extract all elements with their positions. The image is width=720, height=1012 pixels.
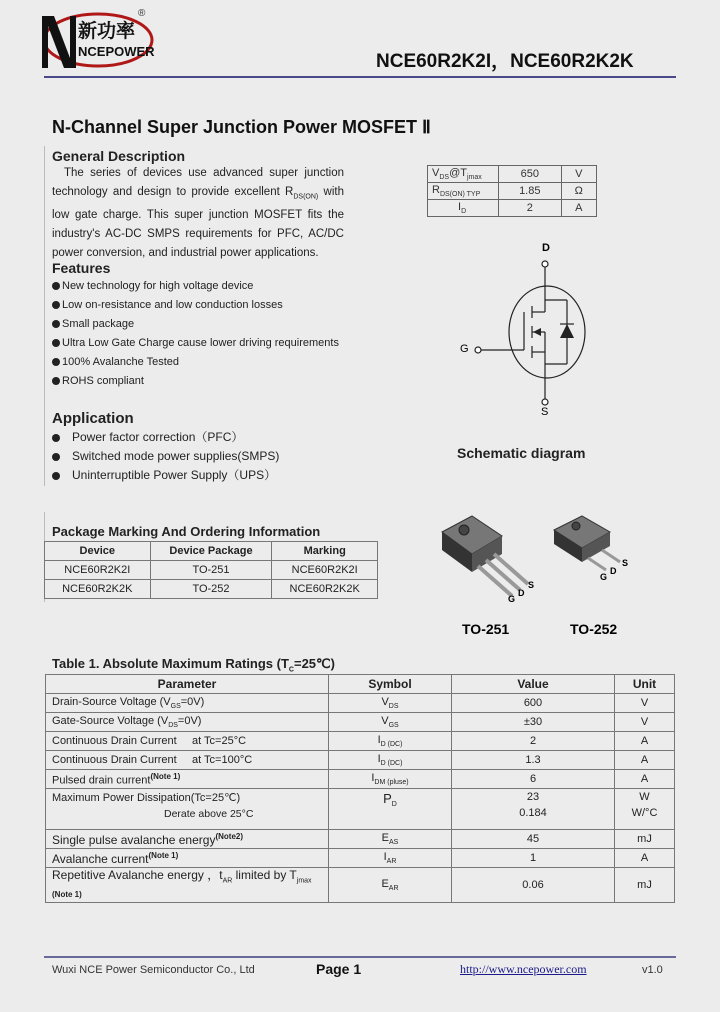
param-cell: Continuous Drain Current at Tc=25°C — [46, 732, 329, 751]
bullet-icon — [52, 282, 60, 290]
value-cell: 45 — [452, 830, 615, 849]
footer-website-link[interactable]: http://www.ncepower.com — [460, 962, 587, 976]
feature-item: ROHS compliant — [52, 372, 352, 391]
param-cell: Repetitive Avalanche energy ，$t_{AR}$ limited by $T_{jmax}$ (Note 1) — [46, 868, 329, 903]
bullet-icon — [52, 358, 60, 366]
param-cell: Maximum Power Dissipation(Tc=25℃) Derate above 25°C — [46, 789, 329, 830]
application-item: Uninterruptible Power Supply（UPS） — [52, 466, 372, 485]
value-cell: 600 — [452, 694, 615, 713]
param-cell: Gate-Source Voltage $(V_{DS}=0V)$ — [46, 713, 329, 732]
key-param-unit: A — [561, 200, 596, 217]
param-cell: Pulsed drain current$^{(Note 1)}$ — [46, 770, 329, 789]
unit-cell: A — [615, 751, 675, 770]
bullet-icon — [52, 301, 60, 309]
footer-company: Wuxi NCE Power Semiconductor Co., Ltd — [52, 964, 255, 976]
features-heading: Features — [52, 260, 111, 276]
table-row — [46, 868, 675, 903]
table-cell: NCE60R2K2K — [272, 580, 378, 599]
ordering-header-cell: Device Package — [150, 542, 272, 561]
to252-pin-d: D — [610, 566, 617, 576]
param-cell: Avalanche current$^{(Note 1)}$ — [46, 849, 329, 868]
general-description-heading: General Description — [52, 148, 186, 164]
key-param-row — [428, 166, 597, 183]
unit-cell: mJ — [615, 830, 675, 849]
unit-cell: A — [615, 732, 675, 751]
application-item: Switched mode power supplies(SMPS) — [52, 447, 372, 466]
table-row — [46, 732, 675, 751]
ordering-header-row — [45, 542, 378, 561]
table-row — [46, 694, 675, 713]
part-numbers: NCE60R2K2I，NCE60R2K2K — [376, 51, 634, 72]
unit-cell: A — [615, 770, 675, 789]
logo-english-text: NCEPOWER — [78, 44, 155, 59]
ordering-header-cell: Marking — [272, 542, 378, 561]
to251-package-image — [432, 510, 542, 610]
key-param-row — [428, 183, 597, 200]
symbol-cell: $I_{D (DC)}$ — [329, 732, 452, 751]
value-cell: 1.3 — [452, 751, 615, 770]
schematic-label-g: G — [460, 343, 469, 355]
symbol-cell: $I_{D (DC)}$ — [329, 751, 452, 770]
table-row — [46, 789, 675, 830]
table-cell: TO-252 — [150, 580, 272, 599]
key-parameters-table — [427, 165, 597, 217]
to251-label: TO-251 — [462, 621, 510, 637]
param-cell: Continuous Drain Current at Tc=100°C — [46, 751, 329, 770]
param-cell: Drain-Source Voltage $(V_{GS}=0V)$ — [46, 694, 329, 713]
registered-mark: ® — [138, 8, 146, 19]
bullet-icon — [52, 453, 60, 461]
key-param-unit: V — [561, 166, 596, 183]
footer-page-number: Page 1 — [316, 961, 362, 977]
symbol-cell: $E_{AS}$ — [329, 830, 452, 849]
to252-pin-g: G — [600, 572, 608, 582]
table-cell: NCE60R2K2I — [45, 561, 151, 580]
table-cell: TO-251 — [150, 561, 272, 580]
application-list — [52, 428, 372, 485]
key-param-unit: Ω — [561, 183, 596, 200]
to251-pin-g: G — [508, 594, 516, 604]
logo — [34, 10, 154, 70]
feature-item: Low on-resistance and low conduction losses — [52, 296, 352, 315]
value-cell: ±30 — [452, 713, 615, 732]
symbol-cell: $E_{AR}$ — [329, 868, 452, 903]
table-row — [46, 770, 675, 789]
to251-package-icon — [432, 510, 542, 610]
ordering-header-cell: Device — [45, 542, 151, 561]
feature-item: New technology for high voltage device — [52, 277, 352, 296]
table-row — [45, 580, 378, 599]
unit-cell: mJ — [615, 868, 675, 903]
symbol-cell: $I_{DM (pluse)}$ — [329, 770, 452, 789]
key-param-symbol: $I_D$ — [428, 200, 499, 217]
feature-item: Small package — [52, 315, 352, 334]
to252-package-image — [548, 510, 638, 590]
table1-title: Table 1. Absolute Maximum Ratings $(T_C=25℃)$ — [52, 656, 335, 674]
table-row — [46, 713, 675, 732]
bullet-icon — [52, 377, 60, 385]
unit-cell: V — [615, 713, 675, 732]
key-param-symbol: $V_{DS}@T_{jmax}$ — [428, 166, 499, 183]
symbol-cell: $I_{AR}$ — [329, 849, 452, 868]
ordering-heading: Package Marking And Ordering Information — [52, 524, 321, 539]
key-param-value: 2 — [499, 200, 562, 217]
bullet-icon — [52, 434, 60, 442]
value-cell: 6 — [452, 770, 615, 789]
key-param-symbol: $R_{DS(ON) TYP}$ — [428, 183, 499, 200]
footer-rule — [44, 956, 676, 958]
logo-chinese-text: 新功率 — [78, 20, 136, 42]
schematic-label-d: D — [542, 242, 550, 254]
to251-pin-d: D — [518, 588, 525, 598]
absolute-max-ratings-table — [45, 674, 675, 903]
unit-cell: W W/°C — [615, 789, 675, 830]
table-cell: NCE60R2K2K — [45, 580, 151, 599]
value-cell: 1 — [452, 849, 615, 868]
application-heading: Application — [52, 410, 134, 427]
to252-package-icon — [548, 510, 638, 590]
ordering-table — [44, 541, 378, 599]
table-cell: NCE60R2K2I — [272, 561, 378, 580]
value-cell: 23 0.184 — [452, 789, 615, 830]
schematic-label-s: S — [541, 406, 549, 418]
value-cell: 0.06 — [452, 868, 615, 903]
left-column-rule — [44, 146, 45, 486]
table1-header-cell: Symbol — [329, 675, 452, 694]
schematic-caption: Schematic diagram — [457, 445, 586, 461]
bullet-icon — [52, 472, 60, 480]
page-title: N-Channel Super Junction Power MOSFET Ⅱ — [52, 117, 431, 137]
table-row — [46, 830, 675, 849]
unit-cell: A — [615, 849, 675, 868]
header-rule — [44, 76, 676, 78]
key-param-value: 650 — [499, 166, 562, 183]
table1-header-cell: Value — [452, 675, 615, 694]
param-cell: Single pulse avalanche energy$^{(Note2)}$ — [46, 830, 329, 849]
table1-header-row — [46, 675, 675, 694]
bullet-icon — [52, 339, 60, 347]
to251-pin-s: S — [528, 580, 535, 590]
symbol-cell: $P_D$ — [329, 789, 452, 830]
table-row — [46, 849, 675, 868]
symbol-cell: $V_{DS}$ — [329, 694, 452, 713]
mosfet-schematic — [452, 240, 612, 420]
footer-version: v1.0 — [642, 964, 663, 976]
to252-pin-s: S — [622, 558, 629, 568]
table1-header-cell: Unit — [615, 675, 675, 694]
to252-label: TO-252 — [570, 621, 618, 637]
value-cell: 2 — [452, 732, 615, 751]
feature-item: 100% Avalanche Tested — [52, 353, 352, 372]
features-list — [52, 277, 352, 391]
application-item: Power factor correction（PFC） — [52, 428, 372, 447]
table1-header-cell: Parameter — [46, 675, 329, 694]
unit-cell: V — [615, 694, 675, 713]
mosfet-symbol-icon — [452, 240, 612, 420]
general-description-text: The series of devices use advanced super junction technology and design to provide excellent $R_{DS(ON)}$ with low gate charge. This super junction MOSFET fits the industry's AC-DC SMPS requirements for PFC, AC/DC power conversion, and industrial power applications. — [52, 167, 344, 260]
bullet-icon — [52, 320, 60, 328]
key-param-row — [428, 200, 597, 217]
feature-item: Ultra Low Gate Charge cause lower driving requirements — [52, 334, 352, 353]
key-param-value: 1.85 — [499, 183, 562, 200]
symbol-cell: $V_{GS}$ — [329, 713, 452, 732]
table-row — [45, 561, 378, 580]
table-row — [46, 751, 675, 770]
